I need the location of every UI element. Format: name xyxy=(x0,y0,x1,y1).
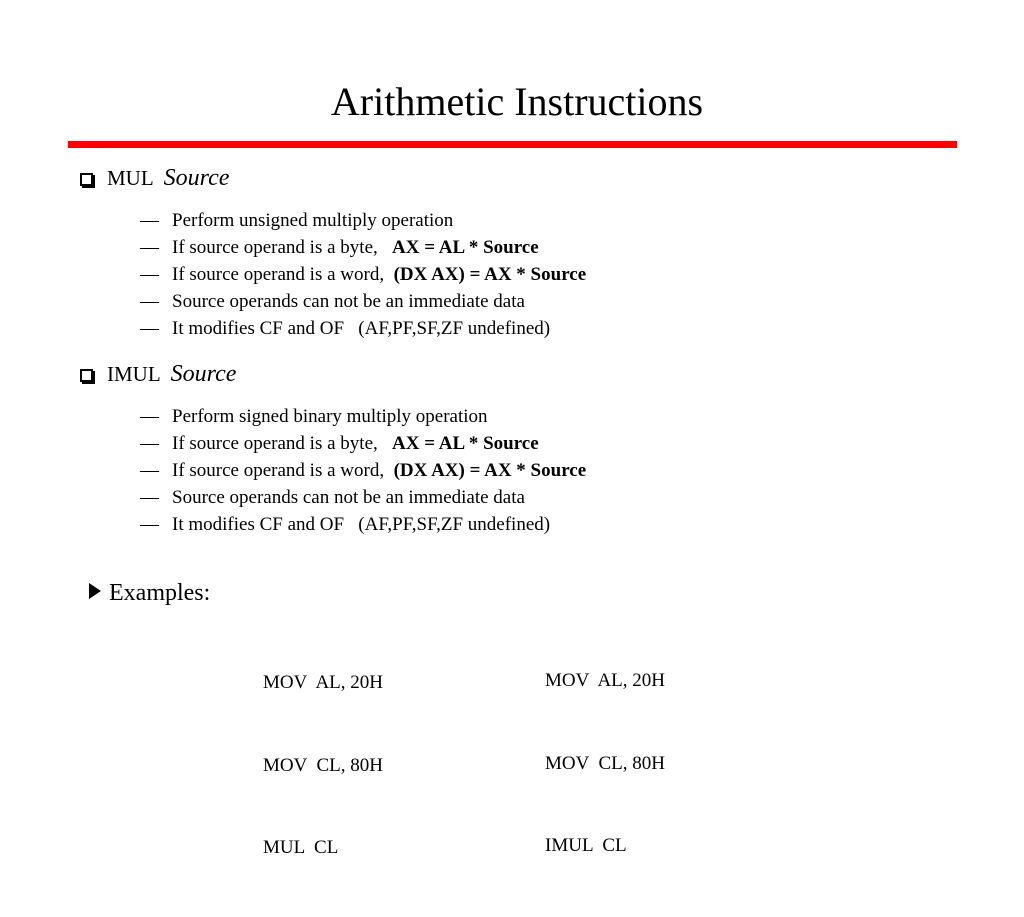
dash-bullet: — xyxy=(140,433,159,454)
instruction-mnemonic: MUL xyxy=(107,166,154,190)
list-item xyxy=(140,234,539,261)
bullet-text: If source operand is a byte, xyxy=(172,433,393,454)
list-item xyxy=(140,457,586,484)
code-line: MOV AL, 20H xyxy=(263,672,383,693)
list-item xyxy=(140,315,550,342)
dash-bullet: — xyxy=(140,264,159,285)
code-line: MOV CL, 80H xyxy=(263,754,383,776)
bullet-text: Source operands can not be an immediate data xyxy=(172,291,525,312)
dash-bullet: — xyxy=(140,237,159,258)
arrow-bullet-icon xyxy=(89,583,101,599)
instruction-operand: Source xyxy=(163,165,230,191)
code-line: MOV AL, 20H xyxy=(545,670,665,691)
list-item xyxy=(140,484,525,511)
list-item xyxy=(140,288,525,315)
example-code-imul xyxy=(545,612,665,915)
bullet-text: It modifies CF and OF (AF,PF,SF,ZF undefined) xyxy=(172,318,551,339)
square-bullet-icon xyxy=(80,369,93,382)
code-line: MOV CL, 80H xyxy=(545,752,665,774)
instruction-operand: Source xyxy=(170,361,237,387)
bullet-bold-text: AX = AL * Source xyxy=(392,237,539,258)
bullet-text: If source operand is a word, xyxy=(172,264,394,285)
bullet-bold-text: (DX AX) = AX * Source xyxy=(393,264,587,285)
instruction-heading-mul xyxy=(80,163,229,193)
dash-bullet: — xyxy=(140,210,159,231)
bullet-text: Perform signed binary multiply operation xyxy=(172,406,488,427)
bullet-bold-text: (DX AX) = AX * Source xyxy=(393,460,587,481)
list-item xyxy=(140,261,586,288)
bullet-text: It modifies CF and OF (AF,PF,SF,ZF undefined) xyxy=(172,514,551,535)
slide-title: Arithmetic Instructions xyxy=(330,79,704,124)
instruction-heading-imul xyxy=(80,359,236,389)
dash-bullet: — xyxy=(140,291,159,312)
examples-heading-text: Examples: xyxy=(109,580,211,606)
bullet-text: Source operands can not be an immediate data xyxy=(172,487,525,508)
list-item xyxy=(140,430,539,457)
dash-bullet: — xyxy=(140,406,159,427)
bullet-bold-text: AX = AL * Source xyxy=(392,433,539,454)
instruction-mnemonic: IMUL xyxy=(107,362,161,386)
square-bullet-icon xyxy=(80,173,93,186)
dash-bullet: — xyxy=(140,487,159,508)
dash-bullet: — xyxy=(140,460,159,481)
example-code-mul xyxy=(263,614,383,917)
code-line: MUL CL xyxy=(263,837,339,858)
dash-bullet: — xyxy=(140,318,159,339)
list-item xyxy=(140,511,550,538)
list-item xyxy=(140,403,488,430)
bullet-text: Perform unsigned multiply operation xyxy=(172,210,454,231)
examples-heading xyxy=(89,578,210,608)
list-item xyxy=(140,207,453,234)
dash-bullet: — xyxy=(140,514,159,535)
title-underline-rule xyxy=(68,141,957,148)
bullet-text: If source operand is a word, xyxy=(172,460,394,481)
code-line: IMUL CL xyxy=(545,835,627,856)
bullet-text: If source operand is a byte, xyxy=(172,237,393,258)
